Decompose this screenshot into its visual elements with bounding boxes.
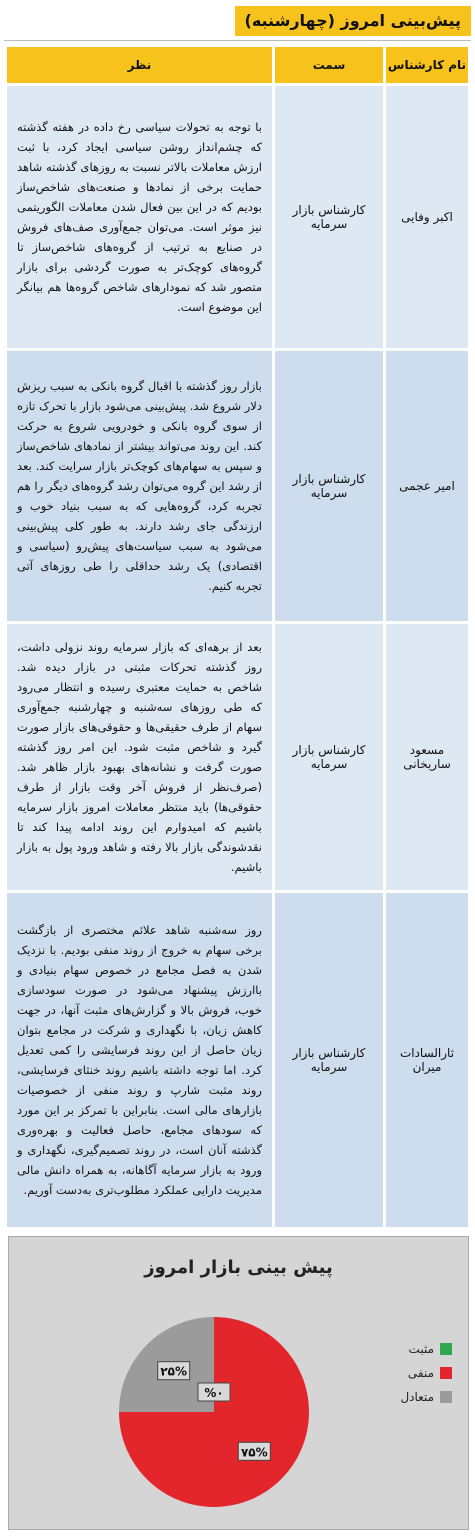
header-role: سمت — [275, 47, 383, 83]
expert-name: مسعود ساریخانی — [386, 624, 468, 890]
page-title: پیش‌بینی امروز (چهارشنبه) — [235, 6, 472, 36]
legend-swatch — [440, 1343, 452, 1355]
expert-role: کارشناس بازار سرمایه — [275, 893, 383, 1227]
data-label: ٢۵% — [160, 1364, 188, 1379]
forecast-chart-panel — [8, 1236, 469, 1530]
table-row — [7, 624, 468, 890]
data-label: ٧۵% — [240, 1445, 268, 1460]
data-label: ٠% — [204, 1386, 224, 1400]
header-expert-name: نام کارشناس — [386, 47, 468, 83]
table-row — [7, 893, 468, 1227]
expert-role: کارشناس بازار سرمایه — [275, 624, 383, 890]
table-row — [7, 86, 468, 348]
expert-opinion: بعد از برهه‌ای که بازار سرمایه روند نزولی داشت، روز گذشته تحرکات مثبتی در بازار دیده شد. شاخص به حمایت معتبری رسیده و انتظار می‌رود که طی روزهای سه‌شنبه و چهارشنبه جمع‌آوری سهام از طرف حقیقی‌ها و حقوقی‌های بازار صورت گیرد و شاخص مثبت شود. این امر روز گذشته صورت گرفت و نشانه‌های بهبود بازار ظاهر شد. (صرف‌نظر از فروش آخر وقت بازار از طرف حقوقی‌ها) باید منتظر معاملات امروز بازار سرمایه باشیم که امیدوارم این روند ادامه پیدا کند تا نقدشوندگی بازار بالا رفته و شاهد ورود پول به بازار باشیم. — [7, 624, 272, 890]
legend-label: مثبت — [408, 1342, 434, 1356]
legend-label: متعادل — [400, 1390, 434, 1404]
legend-item-positive — [372, 1337, 452, 1361]
expert-name: اکبر وفایی — [386, 86, 468, 348]
expert-opinion: با توجه به تحولات سیاسی رخ داده در هفته گذشته که چشم‌انداز روشن سیاسی ایجاد کرد، با ثبت ارزش معاملات بالاتر نسبت به روزهای گذشته شاهد حمایت برخی از نمادها و صنعت‌های شاخص‌ساز بودیم که در این بین فعال شدن معاملات الگوریتمی نیز موثر است. می‌توان جمع‌آوری صف‌های فروش در صنایع به ترتیب از گروه‌های شاخص‌ساز تا گروه‌های کوچک‌تر به صورت گردشی برای بازار متصور شد که نمودارهای شاخص گروه‌ها هم بیانگر این موضوع است. — [7, 86, 272, 348]
experts-table — [4, 44, 471, 1230]
section-header — [4, 6, 471, 41]
table-row — [7, 351, 468, 621]
legend-label: منفی — [407, 1366, 434, 1380]
legend-swatch — [440, 1367, 452, 1379]
expert-opinion: بازار روز گذشته با اقبال گروه بانکی به سبب ریزش دلار شروع شد. پیش‌بینی می‌شود بازار با تحرک تازه از سوی گروه بانکی و خودرویی شروع به حرکت کند. این روند می‌تواند بیشتر از نمادهای شاخص‌ساز و سپس به سهام‌های کوچک‌تر بازار سرایت کند. بعد از رشد این گروه می‌توان رشد گروه‌های دیگر را هم تجربه کرد، گروه‌هایی که به سبب بنیاد خوب و ارزندگی جای رشد دارند. به طور کلی پیش‌بینی می‌شود به سبب سیاست‌های پیش‌رو (سیاسی و اقتصادی) یک رشد حداقلی را طی روزهای آتی تجربه کنیم. — [7, 351, 272, 621]
expert-role: کارشناس بازار سرمایه — [275, 351, 383, 621]
legend-item-neutral — [372, 1385, 452, 1409]
expert-role: کارشناس بازار سرمایه — [275, 86, 383, 348]
legend-swatch — [440, 1391, 452, 1403]
expert-name: ثارالسادات میران — [386, 893, 468, 1227]
chart-title: پیش بینی بازار امروز — [144, 1257, 333, 1278]
legend-item-negative — [372, 1361, 452, 1385]
expert-opinion: روز سه‌شنبه شاهد علائم مختصری از بازگشت برخی سهام به خروج از روند منفی بودیم. با نزدیک شدن به فصل مجامع در خصوص سهام بنیادی و باارزش پیشنهاد می‌شود در صورت سودسازی خوب، فروش بالا و گزارش‌های مثبت آنها، در جهت کاهش زیان، با نگهداری و شرکت در مجامع بتوان زیان حاصل از این روند فرسایشی را کمی تعدیل کرد. اما توجه داشته باشیم روند خنثای فرسایشی، روند مثبت شارپ و روند منفی از خصوصیات بازارهای مالی است. بنابراین با تمرکز بر این مورد که سودهای مجامع، حاصل فعالیت و بهره‌وری گذشته آنان است، در روند تصمیم‌گیری، نگهداری و ورود به بازار سرمایه آگاهانه، به همراه دانش مالی مدیریت دارایی عملکرد مطلوب‌تری به‌دست آوریم. — [7, 893, 272, 1227]
header-opinion: نظر — [7, 47, 272, 83]
chart-legend — [372, 1337, 452, 1409]
table-header-row — [7, 47, 468, 83]
expert-name: امیر عجمی — [386, 351, 468, 621]
